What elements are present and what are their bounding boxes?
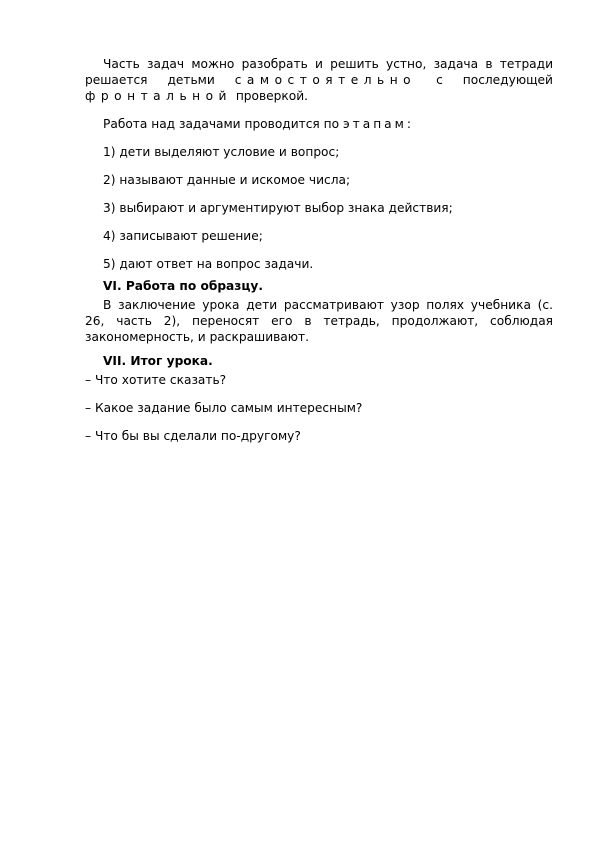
summary-question-3: – Что бы вы сделали по-другому? <box>85 429 301 443</box>
summary-question-2: – Какое задание было самым интересным? <box>85 401 363 415</box>
paragraph-stages-text-1: Работа над задачами проводится по <box>103 117 343 131</box>
summary-question-1: – Что хотите сказать? <box>85 373 227 387</box>
step-item-2: 2) называют данные и искомое числа; <box>103 173 351 187</box>
step-item-3: 3) выбирают и аргументируют выбор знака действия; <box>103 201 453 215</box>
paragraph-tasks-intro-text-1: Часть задач можно разобрать и решить устно, задача в тетради решается детьми <box>85 57 553 87</box>
step-item-5: 5) дают ответ на вопрос задачи. <box>103 257 314 271</box>
paragraph-tasks-intro <box>85 56 553 104</box>
paragraph-stages-intro <box>85 116 553 132</box>
section-heading-vi: VI. Работа по образцу. <box>103 279 263 293</box>
paragraph-pattern-work: В заключение урока дети рассматривают узор полях учебника (с. 26, часть 2), переносят его в тетрадь, продолжают, соблюдая закономерность, и раскрашивают. <box>85 298 553 344</box>
paragraph-tasks-intro-text-2: с последующей <box>416 73 553 87</box>
step-item-1: 1) дети выделяют условие и вопрос; <box>103 145 340 159</box>
document-page <box>85 56 553 444</box>
paragraph-stages-text-2: : <box>406 117 411 131</box>
step-item-4: 4) записывают решение; <box>103 229 263 243</box>
spaced-word-independently: самостоятельно <box>234 73 417 87</box>
section-heading-vii: VII. Итог урока. <box>103 354 213 368</box>
paragraph-tasks-intro-text-3: проверкой. <box>231 89 309 103</box>
spaced-word-frontal: фронтальной <box>85 89 232 103</box>
spaced-word-stages: этапам <box>342 117 407 131</box>
